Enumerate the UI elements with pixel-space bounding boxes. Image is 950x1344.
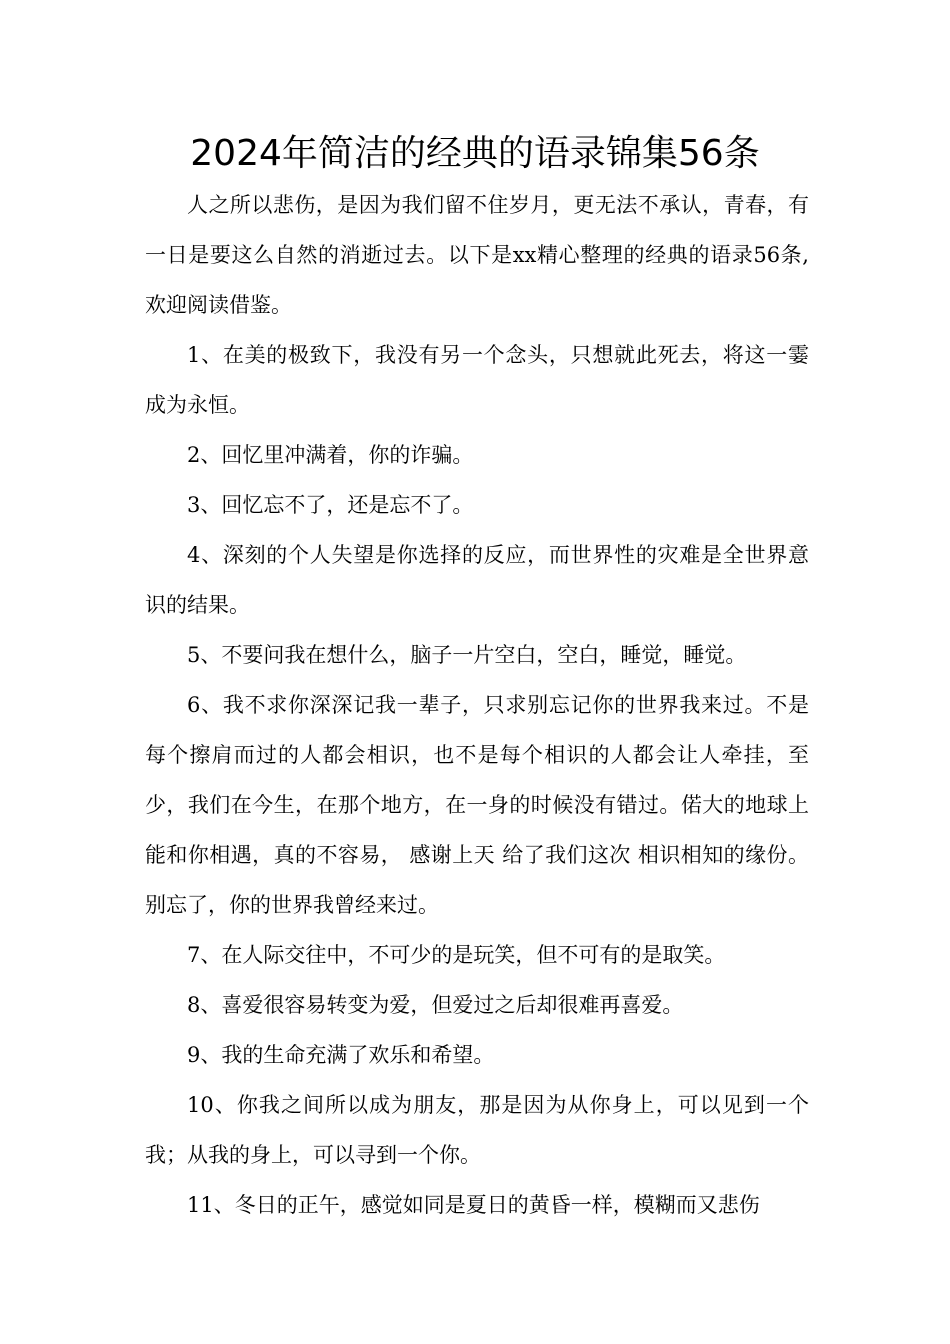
intro-paragraph: 人之所以悲伤，是因为我们留不住岁月，更无法不承认，青春，有一日是要这么自然的消逝过去。以下是xx精心整理的经典的语录56条,欢迎阅读借鉴。 (145, 193, 809, 317)
page-title: 2024年简洁的经典的语录锦集56条 (190, 133, 760, 174)
quote-item-4: 4、深刻的个人失望是你选择的反应，而世界性的灾难是全世界意识的结果。 (145, 543, 809, 617)
quote-item-10: 10、你我之间所以成为朋友，那是因为从你身上，可以见到一个我；从我的身上，可以寻到一个你。 (145, 1093, 809, 1167)
quote-item-8: 8、喜爱很容易转变为爱，但爱过之后却很难再喜爱。 (187, 993, 684, 1017)
quote-item-2: 2、回忆里冲满着，你的诈骗。 (187, 443, 474, 467)
quote-item-11: 11、冬日的正午，感觉如同是夏日的黄昏一样，模糊而又悲伤 (187, 1193, 760, 1217)
document-body (145, 180, 809, 1230)
quote-item-9: 9、我的生命充满了欢乐和希望。 (187, 1043, 495, 1067)
quote-item-5: 5、不要问我在想什么，脑子一片空白，空白，睡觉，睡觉。 (187, 643, 747, 667)
quote-item-6: 6、我不求你深深记我一辈子，只求别忘记你的世界我来过。不是每个擦肩而过的人都会相识，也不是每个相识的人都会让人牵挂，至少，我们在今生，在那个地方，在一身的时候没有错过。偌大的地球上能和你相遇，真的不容易， 感谢上天 给了我们这次 相识相知的缘份。别忘了，你的世界我曾经来过。 (145, 693, 809, 917)
quote-item-1: 1、在美的极致下，我没有另一个念头，只想就此死去，将这一霎成为永恒。 (145, 343, 809, 417)
quote-item-7: 7、在人际交往中，不可少的是玩笑，但不可有的是取笑。 (187, 943, 726, 967)
quote-item-3: 3、回忆忘不了，还是忘不了。 (187, 493, 474, 517)
